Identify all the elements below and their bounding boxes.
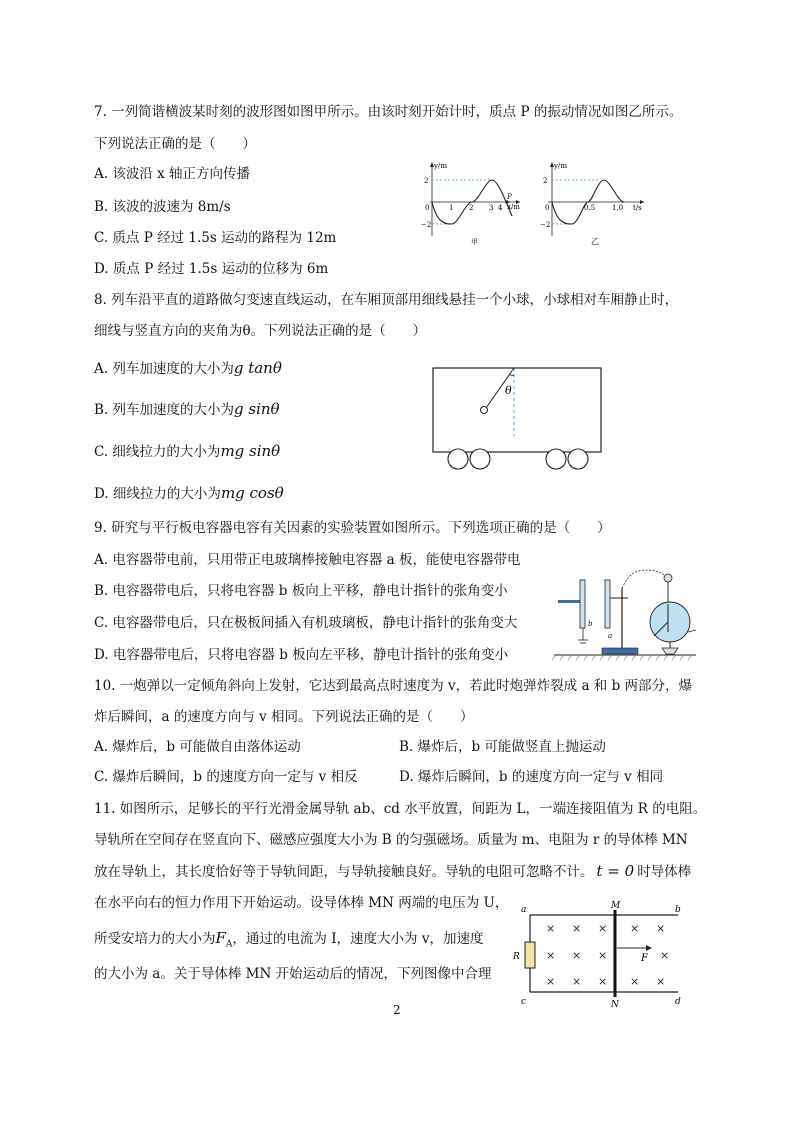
field-cross: × [630, 922, 640, 935]
q8-option-b-text: B. 列车加速度的大小为 [94, 402, 235, 418]
wheel-3 [546, 449, 566, 469]
fig-a-x-tick-4: 4 [498, 204, 503, 212]
fig-b-caption: 乙 [591, 237, 599, 246]
q7-option-d: D. 质点 P 经过 1.5s 运动的位移为 6m [94, 261, 329, 277]
wheel-4 [568, 449, 588, 469]
q8-option-c-formula: mg sinθ [220, 442, 281, 460]
q11-line-3-tail: 时导体棒 [637, 864, 692, 880]
q11-line-3-text: 放在导轨上，其长度恰好等于导轨间距，与导轨接触良好。导轨的电阻可忽略不计。 [94, 864, 594, 880]
field-cross: × [572, 949, 582, 962]
q9-option-d: D. 电容器带电后，只将电容器 b 板向左平移，静电计指针的张角变小 [94, 647, 509, 663]
q8-option-c-text: C. 细线拉力的大小为 [94, 444, 221, 460]
force-arrow [646, 945, 652, 951]
fig-a-x-tick-0: 0 [425, 204, 430, 212]
q10-option-d: D. 爆炸后瞬间，b 的速度方向一定与 v 相同 [399, 769, 664, 785]
fig-a-y-unit: y/m [434, 162, 447, 170]
label-m: M [611, 901, 621, 911]
q8-option-b [94, 400, 280, 419]
q10-option-b: B. 爆炸后，b 可能做竖直上抛运动 [399, 739, 606, 755]
field-cross: × [660, 949, 670, 962]
fig-a-x-tick-3: 3 [489, 204, 494, 212]
q11-fa-subscript: A [225, 939, 233, 950]
fig-a-x-tick-2: 2 [469, 204, 474, 212]
fig-b-x-unit: t/s [633, 204, 642, 212]
q7-option-b: B. 该波的波速为 8m/s [94, 199, 231, 215]
q10-option-c: C. 爆炸后瞬间，b 的速度方向一定与 v 相反 [94, 769, 358, 785]
q11-figure-rail-circuit [508, 900, 696, 1008]
q7-option-a: A. 该波沿 x 轴正方向传播 [94, 166, 251, 182]
q8-figure-train-car [430, 364, 610, 474]
fig-a-point-label: P [507, 193, 512, 201]
ball [481, 407, 488, 414]
q11-line-6: 的大小为 a。关于导体棒 MN 开始运动后的情况，下列图像中合理 [94, 966, 492, 982]
field-cross: × [598, 922, 608, 935]
fig-a-x-tick-1: 1 [449, 204, 454, 212]
label-c: c [521, 997, 527, 1007]
q9-figure-capacitor-apparatus [550, 560, 700, 665]
q9-option-a: A. 电容器带电前，只用带正电玻璃棒接触电容器 a 板，能使电容器带电 [94, 552, 521, 568]
q11-fa-symbol: F [215, 929, 226, 947]
q8-option-b-formula: g sinθ [234, 400, 280, 418]
label-d: d [675, 997, 681, 1007]
train-car-body [433, 368, 601, 452]
q8-option-a [94, 359, 282, 378]
q7-stem-line-1: 7. 一列简谐横波某时刻的波形图如图甲所示。由该时刻开始计时，质点 P 的振动情况如图乙所示。 [94, 104, 683, 120]
fig-b-x-tick-2: 1.0 [612, 204, 624, 212]
field-cross: × [656, 922, 666, 935]
q9-option-b: B. 电容器带电后，只将电容器 b 板向上平移，静电计指针的张角变小 [94, 583, 508, 599]
q11-line-5-tail: ，通过的电流为 I，速度大小为 v，加速度 [232, 931, 484, 947]
label-f: F [641, 953, 648, 964]
field-cross: × [546, 949, 556, 962]
q9-option-c: C. 电容器带电后，只在极板间插入有机玻璃板，静电计指针的张角变大 [94, 615, 518, 631]
wheel-2 [470, 449, 490, 469]
q7-figure-vibration [538, 158, 650, 248]
page-number: 2 [393, 1003, 401, 1017]
q11-t-zero: t = 0 [596, 862, 635, 880]
fig-b-x-tick-0: 0 [545, 204, 550, 212]
q7-figure-wave [420, 158, 530, 248]
label-b: b [675, 905, 681, 915]
electroscope-knob [664, 574, 672, 582]
plate-b [580, 580, 585, 628]
fig-b-y-tick-top: 2 [543, 177, 548, 185]
insulating-rod [558, 600, 580, 603]
q8-option-a-formula: g tanθ [233, 359, 282, 377]
field-cross: × [598, 975, 608, 988]
q10-option-a: A. 爆炸后，b 可能做自由落体运动 [94, 739, 301, 755]
q11-line-5-text: 所受安培力的大小为 [94, 931, 216, 947]
angle-label: θ [505, 384, 512, 397]
resistor-r [525, 942, 535, 968]
q8-option-d-formula: mg cosθ [220, 484, 284, 502]
electroscope-case [650, 602, 690, 642]
q10-stem-line-1: 10. 一炮弹以一定倾角斜向上发射，它达到最高点时速度为 v，若此时炮弹炸裂成 a 和 b 两部分，爆 [94, 678, 693, 694]
q8-stem-line-2: 细线与竖直方向的夹角为θ。下列说法正确的是（ ） [94, 323, 427, 339]
field-cross: × [656, 975, 666, 988]
field-cross: × [572, 975, 582, 988]
fig-a-caption: 甲 [471, 238, 478, 246]
fig-b-x-tick-1: 0.5 [584, 204, 596, 212]
q8-option-a-text: A. 列车加速度的大小为 [94, 361, 234, 377]
plate-a [605, 580, 610, 628]
q8-option-d-text: D. 细线拉力的大小为 [94, 486, 221, 502]
field-cross: × [546, 922, 556, 935]
label-a: a [521, 905, 527, 915]
fig-a-y-tick-top: 2 [424, 177, 429, 185]
label-n: N [611, 1000, 619, 1008]
q11-line-5 [94, 929, 483, 954]
q11-line-3 [94, 862, 691, 881]
field-cross: × [572, 922, 582, 935]
q11-line-2: 导轨所在空间存在竖直向下、磁感应强度大小为 B 的匀强磁场。质量为 m、电阻为 r 的导体棒 MN [94, 832, 688, 848]
field-cross: × [598, 949, 608, 962]
q9-stem: 9. 研究与平行板电容器电容有关因素的实验装置如图所示。下列选项正确的是（ ） [94, 520, 611, 536]
fig-a-y-tick-bottom: −2 [421, 221, 432, 229]
field-cross: × [630, 975, 640, 988]
q11-line-1: 11. 如图所示，足够长的平行光滑金属导轨 ab、cd 水平放置，间距为 L，一端连接阻值为 R 的电阻。 [94, 801, 707, 817]
q8-option-c [94, 442, 280, 461]
q8-option-d [94, 484, 284, 503]
q10-stem-line-2: 炸后瞬间，a 的速度方向与 v 相同。下列说法正确的是（ ） [94, 709, 474, 725]
plate-a-label: a [608, 632, 613, 640]
connecting-wire [622, 570, 666, 588]
q11-line-4: 在水平向右的恒力作用下开始运动。设导体棒 MN 两端的电压为 U， [94, 895, 509, 911]
q7-option-c: C. 质点 P 经过 1.5s 运动的路程为 12m [94, 230, 337, 246]
fig-b-y-tick-bottom: −2 [540, 221, 551, 229]
stand-base [602, 648, 638, 654]
label-r: R [513, 952, 520, 962]
plate-b-label: b [588, 620, 593, 628]
wheel-1 [448, 449, 468, 469]
q7-stem-line-2: 下列说法正确的是（ ） [94, 136, 256, 152]
fig-a-x-unit: x/m [507, 203, 520, 211]
field-cross: × [546, 975, 556, 988]
fig-b-y-unit: y/m [554, 162, 567, 170]
q8-stem-line-1: 8. 列车沿平直的道路做匀变速直线运动，在车厢顶部用细线悬挂一个小球，小球相对车厢静止时， [94, 292, 679, 308]
